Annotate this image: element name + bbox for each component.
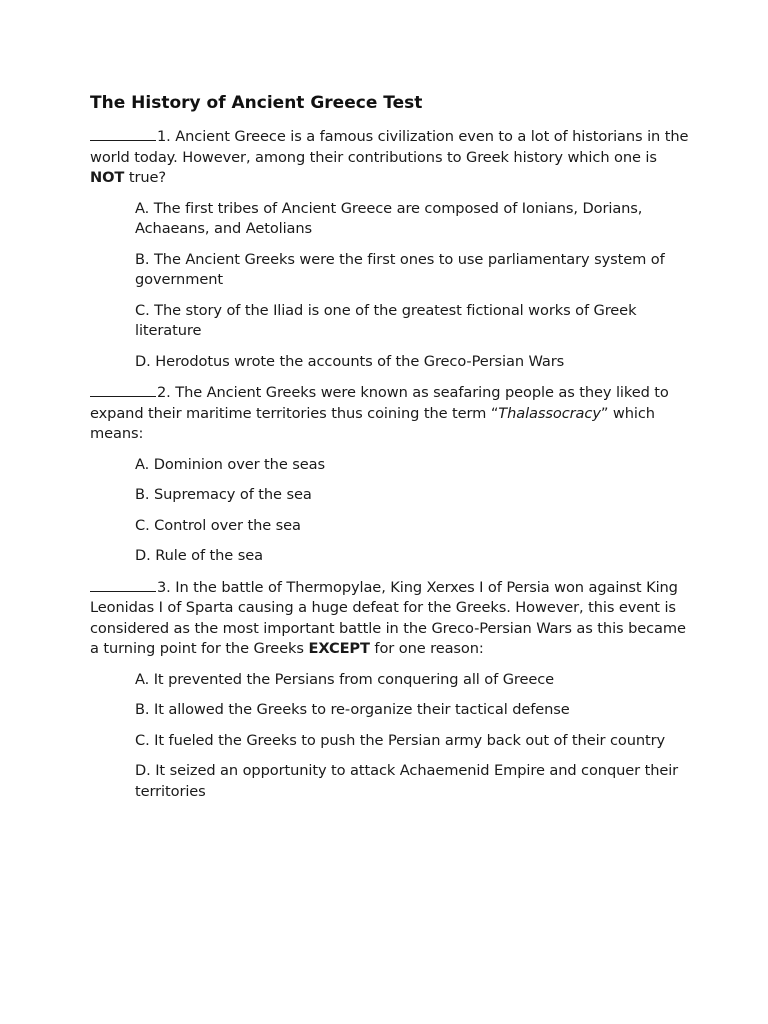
option-b: B. The Ancient Greeks were the first ones to use parliamentary system of government (135, 250, 665, 288)
option-a: A. The first tribes of Ancient Greece are composed of Ionians, Dorians, Achaeans, and Aetolians (135, 199, 643, 237)
option-d: D. It seized an opportunity to attack Achaemenid Empire and conquer their territories (135, 762, 679, 800)
question-3 (90, 577, 690, 660)
question-emphasis: EXCEPT (308, 640, 370, 657)
question-text-end: for one reason: (369, 640, 484, 657)
option-b: B. It allowed the Greeks to re-organize their tactical defense (135, 701, 570, 718)
question-text-end: true? (124, 169, 167, 186)
option-b: B. Supremacy of the sea (135, 486, 312, 503)
document-title: The History of Ancient Greece Test (90, 93, 423, 113)
document-page (90, 92, 690, 812)
answer-blank (90, 126, 156, 141)
option-c: C. Control over the sea (135, 516, 301, 534)
question-italic-term: Thalassocracy (498, 404, 601, 422)
option-a: A. It prevented the Persians from conquering all of Greece (135, 670, 555, 688)
question-1 (90, 126, 690, 189)
options-list-2 (135, 455, 690, 567)
option-a: A. Dominion over the seas (135, 455, 325, 473)
answer-blank (90, 382, 156, 397)
option-d: D. Rule of the sea (135, 547, 263, 564)
options-list-1 (135, 199, 690, 373)
question-text-end: ” which means: (90, 404, 655, 442)
question-number: 2. (157, 384, 171, 401)
option-c: C. It fueled the Greeks to push the Persian army back out of their country (135, 731, 666, 749)
options-list-3 (135, 670, 690, 803)
option-d: D. Herodotus wrote the accounts of the Greco-Persian Wars (135, 352, 565, 370)
question-2 (90, 382, 690, 445)
question-text: Ancient Greece is a famous civilization even to a lot of historians in the world today. However, among their contributions to Greek history which one is (90, 128, 689, 166)
option-c: C. The story of the Iliad is one of the greatest fictional works of Greek literature (135, 301, 637, 339)
question-text: In the battle of Thermopylae, King Xerxes I of Persia won against King Leonidas I of Sparta causing a huge defeat for the Greeks. However, this event is considered as the most important battle in the Greco-Persian Wars as this became a turning point for the Greeks (90, 578, 686, 657)
question-emphasis: NOT (90, 169, 125, 186)
question-number: 1. (157, 128, 171, 145)
answer-blank (90, 577, 156, 592)
question-number: 3. (157, 578, 171, 596)
question-text: The Ancient Greeks were known as seafaring people as they liked to expand their maritime territories thus coining the term “ (90, 384, 669, 422)
